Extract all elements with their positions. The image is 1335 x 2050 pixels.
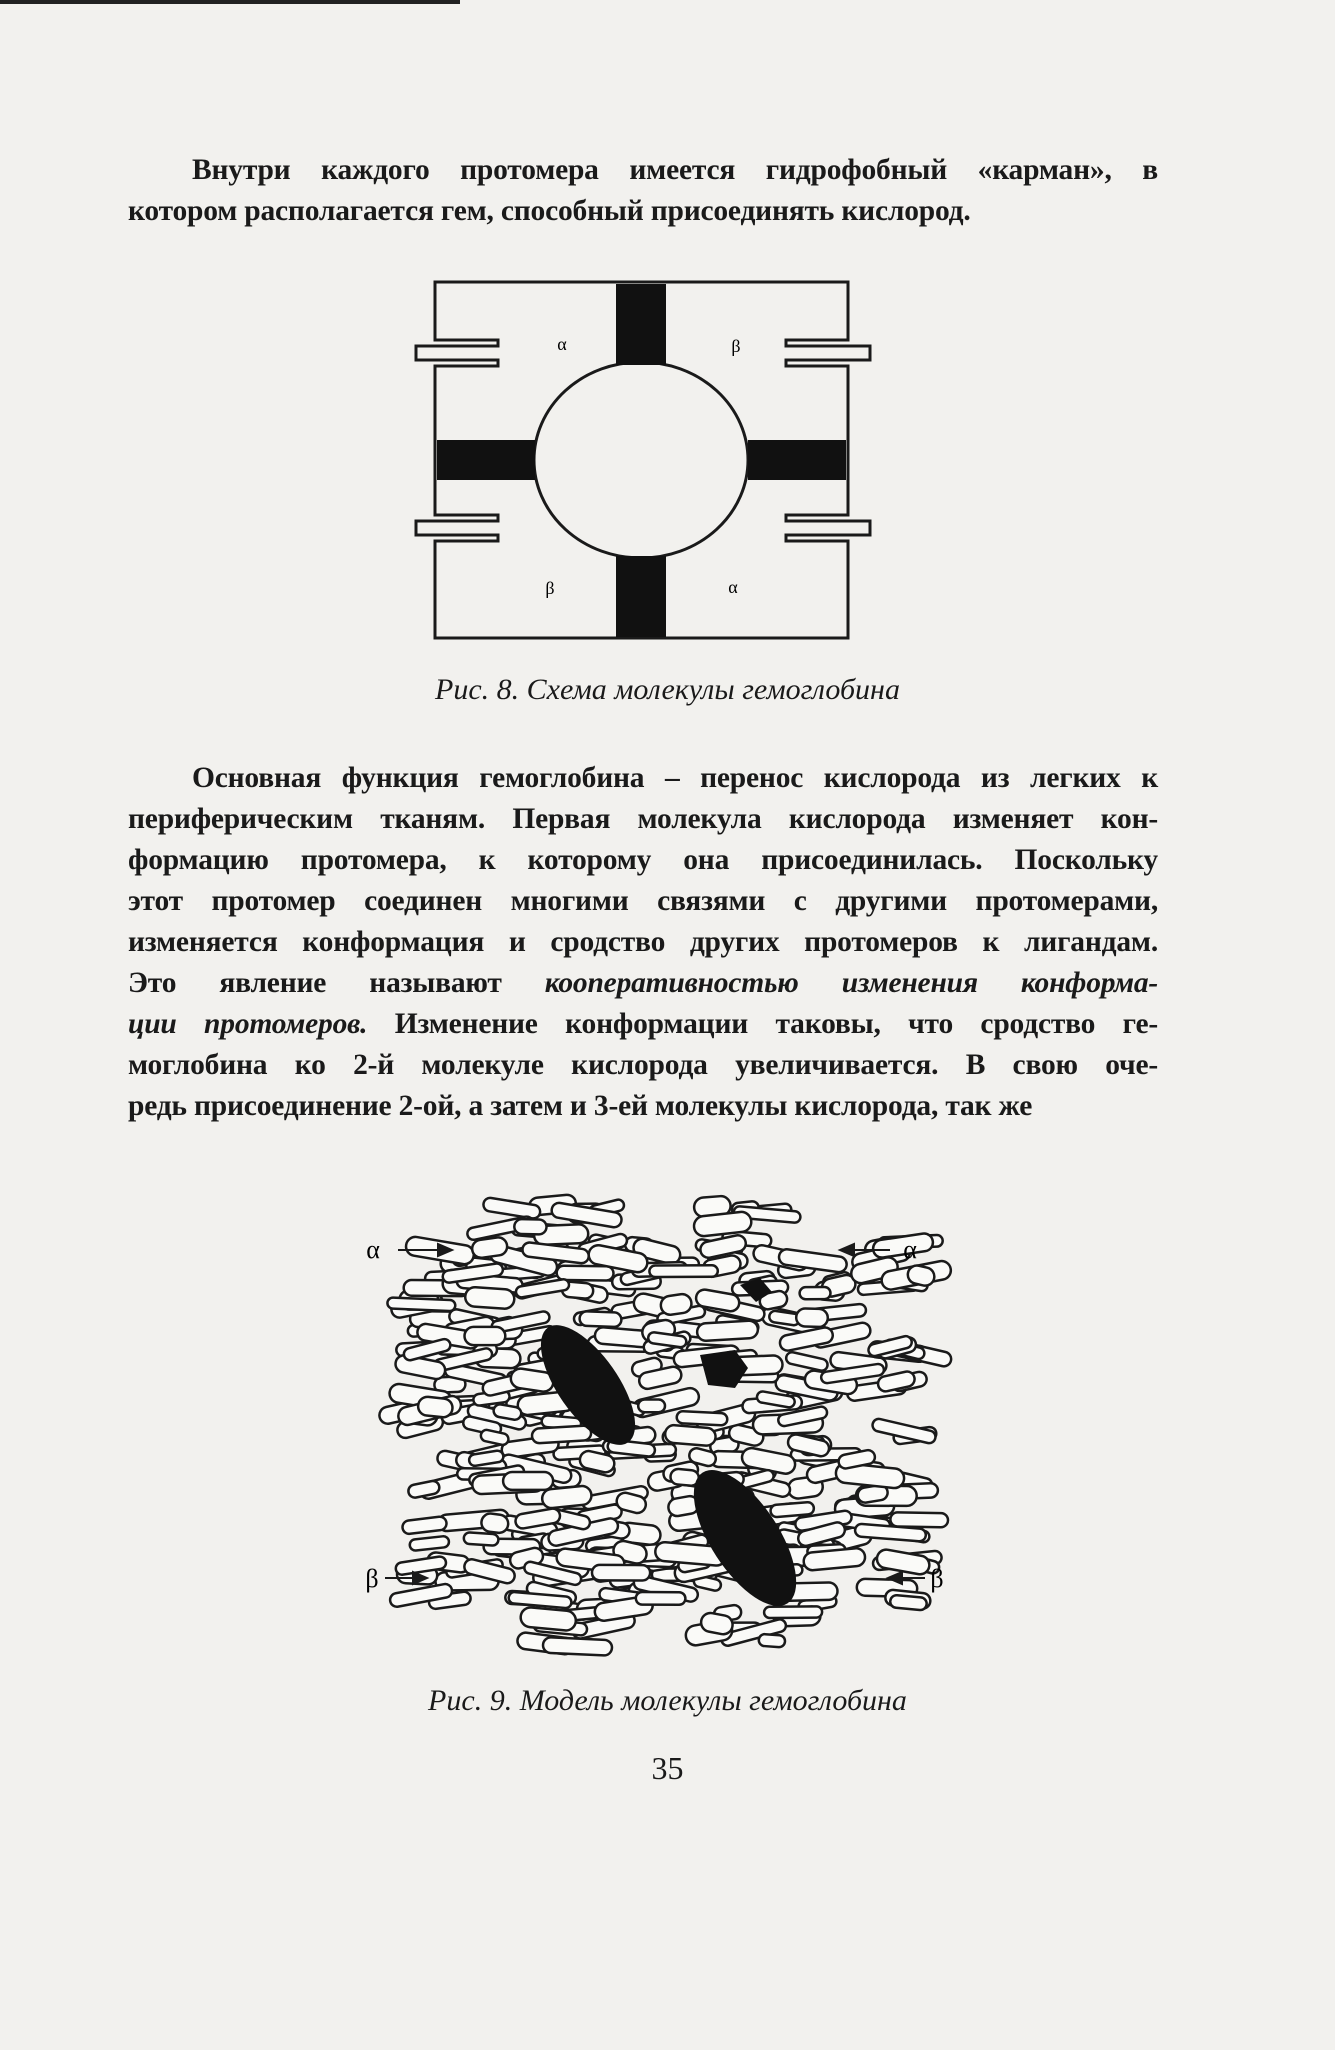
key-term-continued: ции протомеров.	[128, 1008, 368, 1040]
ribbon-segment	[664, 1424, 716, 1446]
ribbon-segment	[480, 1513, 509, 1534]
label-beta-left: β	[365, 1564, 379, 1593]
ribbon-segment	[543, 1637, 613, 1656]
ribbon-segment	[514, 1219, 546, 1234]
ribbon-segment	[638, 1400, 665, 1413]
text-line: изменяется конформация и сродство других протомеров к лигандам.	[128, 926, 1158, 958]
page-number: 35	[651, 1750, 684, 1786]
label-alpha-right: α	[903, 1235, 917, 1264]
ribbon-segment	[463, 1532, 498, 1546]
ribbon-segment	[660, 1293, 693, 1316]
text-line: формацию протомера, к которому она присоединилась. Поскольку	[128, 844, 1158, 876]
label-alpha-top-left: α	[557, 334, 567, 354]
ribbon-segment	[890, 1512, 948, 1527]
ribbon-segment	[480, 1429, 510, 1446]
ribbon-segment	[503, 1472, 553, 1490]
text-line: Основная функция гемоглобина – перенос кислорода из легких к	[192, 762, 1158, 794]
label-beta-top-right: β	[731, 336, 741, 356]
ribbon-segment	[402, 1516, 447, 1535]
ribbon-segment	[770, 1502, 814, 1518]
text-line: Это явление называют кооперативностью изменения конформа-	[128, 967, 1159, 999]
ribbon-segment	[471, 1236, 508, 1259]
ribbon-segment	[649, 1265, 717, 1277]
text-line: редь присоединение 2-ой, а затем и 3-ей молекулы кислорода, так же	[128, 1090, 1033, 1122]
text-line: этот протомер соединен многими связями с другими протомерами,	[128, 885, 1158, 917]
ribbon-segment	[409, 1536, 449, 1551]
key-term: кооперативностью изменения конформа-	[544, 967, 1159, 999]
ribbon-segment	[520, 1607, 577, 1632]
text-line: котором располагается гем, способный присоединять кислород.	[128, 195, 971, 227]
ribbon-segment	[387, 1297, 455, 1311]
ribbon-segment	[592, 1565, 650, 1581]
text-line: Внутри каждого протомера имеется гидрофобный «карман», в	[192, 154, 1158, 186]
ribbon-segment	[890, 1595, 927, 1611]
text-line: периферическим тканям. Первая молекула кислорода изменяет кон-	[128, 803, 1158, 835]
ribbon-segment	[764, 1606, 822, 1618]
ribbon-segment	[758, 1634, 785, 1648]
text-line: ции протомеров. Изменение конформации таковы, что сродство ге-	[128, 1008, 1158, 1040]
figure-8-caption: Рис. 8. Схема молекулы гемоглобина	[435, 673, 900, 706]
ribbon-segment	[465, 1287, 515, 1310]
ribbon-segment	[532, 1425, 592, 1443]
ribbon-segment	[636, 1592, 686, 1605]
figure-9-caption: Рис. 9. Модель молекулы гемоглобина	[428, 1684, 907, 1717]
ribbon-segment	[395, 1556, 447, 1576]
ribbon-segment	[579, 1311, 621, 1327]
ribbon-segment	[697, 1320, 759, 1341]
label-beta-bottom-left: β	[545, 578, 555, 598]
label-beta-right: β	[930, 1564, 944, 1593]
ribbon-segment	[670, 1468, 700, 1486]
ribbon-segment	[465, 1327, 506, 1345]
text-line: моглобина ко 2-й молекуле кислорода увеличивается. В свою оче-	[128, 1049, 1158, 1081]
label-alpha-left: α	[366, 1235, 380, 1264]
ribbon-segment	[796, 1308, 828, 1327]
ribbon-segment	[417, 1396, 453, 1418]
ribbon-segment	[800, 1287, 831, 1299]
label-alpha-bottom-right: α	[728, 577, 738, 597]
ribbon-segment	[676, 1411, 727, 1426]
ribbon-segment	[785, 1351, 829, 1372]
